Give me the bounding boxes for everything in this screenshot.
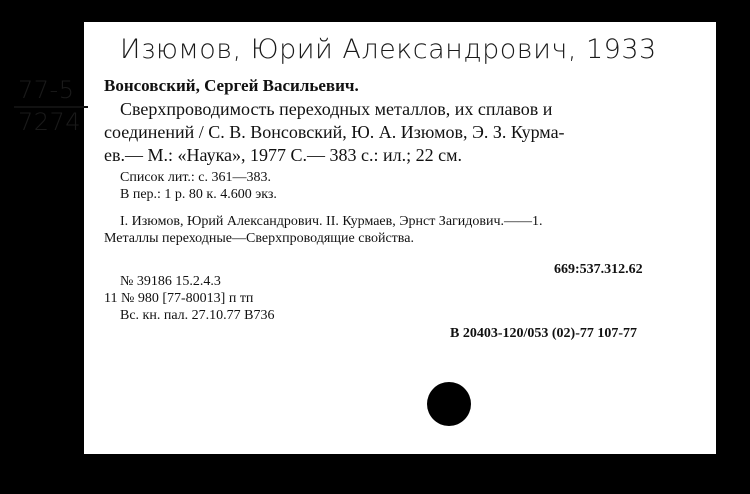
- price-note: В пер.: 1 р. 80 к. 4.600 экз.: [120, 187, 277, 202]
- catalog-card: [18, 22, 716, 454]
- registry-line-2: 11 № 980 [77-80013] п тп: [104, 291, 254, 306]
- call-number-bottom: 7274: [18, 108, 82, 136]
- tracing-line-2: Металлы переходные—Сверхпроводящие свойства.: [104, 231, 414, 246]
- tracing-line-1: I. Изюмов, Юрий Александрович. II. Курмаев, Эрнст Загидович.——1.: [120, 214, 543, 229]
- bibliography-note: Список лит.: с. 361—383.: [120, 170, 271, 185]
- title-line-2: соединений / С. В. Вонсовский, Ю. А. Изюмов, Э. З. Курма-: [104, 122, 565, 142]
- title-line-1: Сверхпроводимость переходных металлов, их сплавов и: [120, 99, 553, 119]
- registry-line-1: № 39186 15.2.4.3: [120, 274, 221, 289]
- registry-line-3: Вс. кн. пал. 27.10.77 В736: [120, 308, 275, 323]
- title-line-3: ев.— М.: «Наука», 1977 С.— 383 с.: ил.; 22 см.: [104, 145, 463, 165]
- card-punch-hole: [427, 382, 471, 426]
- author-entry: Вонсовский, Сергей Васильевич.: [104, 76, 359, 95]
- udc-number: 669:537.312.62: [554, 262, 643, 277]
- publisher-code: В 20403-120/053 (02)-77 107-77: [450, 326, 638, 341]
- call-number-top: 77-5: [18, 76, 75, 104]
- handwritten-heading: Изюмов, Юрий Александрович, 1933: [120, 34, 657, 65]
